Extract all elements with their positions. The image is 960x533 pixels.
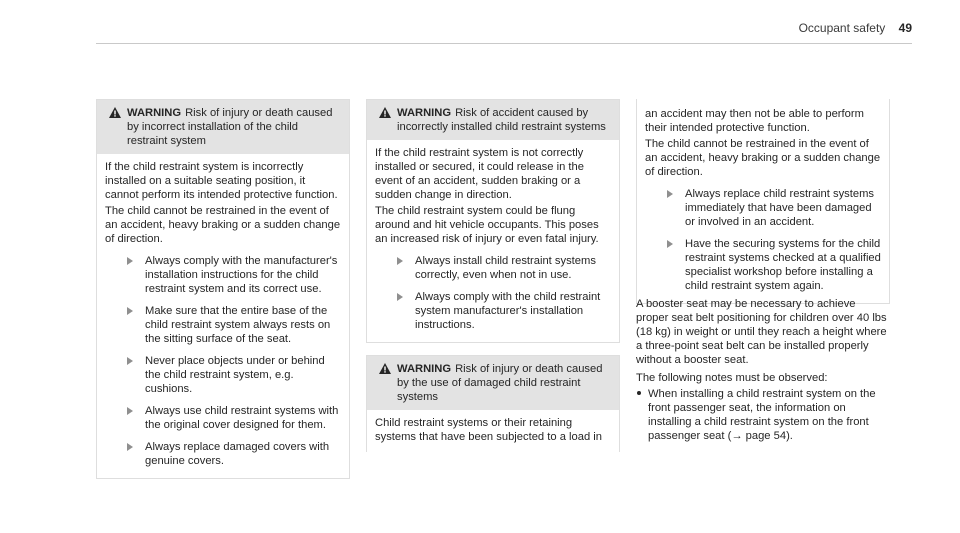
instruction-step: Always use child restraint systems with the original cover designed for them. xyxy=(105,404,341,432)
step-arrow-icon xyxy=(127,407,133,415)
step-arrow-icon xyxy=(397,257,403,265)
instruction-step: Always replace damaged covers with genuine covers. xyxy=(105,440,341,468)
step-arrow-icon xyxy=(667,240,673,248)
bullet-dot-icon xyxy=(637,391,641,395)
paragraph: A booster seat may be necessary to achieve proper seat belt positioning for children over 40 lbs (18 kg) in weight or until they reach a height where a three-point seat belt can be installed properly without a booster seat. xyxy=(636,298,887,366)
warning-label: WARNING xyxy=(397,363,452,375)
section-title: Occupant safety xyxy=(798,21,886,35)
instruction-step: Never place objects under or behind the child restraint system, e.g. cushions. xyxy=(105,354,341,396)
warning-label: WARNING xyxy=(127,107,182,119)
paragraph: The child restraint system could be flung around and hit vehicle occupants. This poses an increased risk of injury or even fatal injury. xyxy=(375,205,599,245)
page-header xyxy=(799,21,912,35)
instruction-step: Always replace child restraint systems immediately that have been damaged or involved in an accident. xyxy=(645,187,881,229)
paragraph: The following notes must be observed: xyxy=(636,372,828,384)
step-arrow-icon xyxy=(667,190,673,198)
warning-body xyxy=(97,154,349,478)
step-arrow-icon xyxy=(397,293,403,301)
paragraph: If the child restraint system is incorrectly installed on a suitable seating position, it cannot perform its intended protective function. xyxy=(105,161,338,201)
step-arrow-icon xyxy=(127,357,133,365)
instruction-step: Always comply with the child restraint system manufacturer's installation instructions. xyxy=(375,290,611,332)
warning-title: Risk of injury or death caused by the use of damaged child restraint systems xyxy=(397,363,603,403)
warning-title: Risk of injury or death caused by incorrect installation of the child restraint system xyxy=(127,107,333,147)
booster-seat-section xyxy=(636,297,890,443)
instruction-step: Always install child restraint systems correctly, even when not in use. xyxy=(375,254,611,282)
step-arrow-icon xyxy=(127,257,133,265)
paragraph: The child cannot be restrained in the event of an accident, heavy braking or a sudden change of direction. xyxy=(645,138,881,178)
warning-box-installation xyxy=(96,99,350,479)
warning-box-accident xyxy=(366,99,620,343)
paragraph: Child restraint systems or their retaining systems that have been subjected to a load in xyxy=(375,417,603,443)
warning-label: WARNING xyxy=(397,107,452,119)
warning-triangle-icon xyxy=(379,363,391,374)
paragraph: The child cannot be restrained in the event of an accident, heavy braking or a sudden change of direction. xyxy=(105,205,341,245)
instruction-step: Have the securing systems for the child restraint systems checked at a qualified specialist workshop before installing a child restraint system again. xyxy=(645,237,881,293)
step-arrow-icon xyxy=(127,443,133,451)
paragraph: If the child restraint system is not correctly installed or secured, it could release in the event of an accident, sudden braking or a sudden change in direction. xyxy=(375,147,584,201)
warning-triangle-icon xyxy=(379,107,391,118)
warning-header xyxy=(97,100,349,154)
warning-title: Risk of accident caused by incorrectly installed child restraint systems xyxy=(397,107,606,133)
list-item: When installing a child restraint system on the front passenger seat, the information on installing a child restraint system on the front passenger seat (→ page 54). xyxy=(636,387,890,443)
page-number: 49 xyxy=(898,21,912,35)
step-arrow-icon xyxy=(127,307,133,315)
instruction-step: Make sure that the entire base of the child restraint system always rests on the sitting surface of the seat. xyxy=(105,304,341,346)
warning-body xyxy=(637,99,889,303)
warning-body xyxy=(367,410,619,452)
warning-body xyxy=(367,140,619,342)
warning-box-damaged-continued xyxy=(636,99,890,304)
warning-header xyxy=(367,356,619,410)
header-rule xyxy=(96,43,912,44)
warning-header xyxy=(367,100,619,140)
warning-triangle-icon xyxy=(109,107,121,118)
paragraph: an accident may then not be able to perform their intended protective function. xyxy=(645,108,864,134)
notes-list xyxy=(636,387,890,443)
instruction-step: Always comply with the manufacturer's installation instructions for the child restraint system and its correct use. xyxy=(105,254,341,296)
warning-box-damaged xyxy=(366,355,620,452)
